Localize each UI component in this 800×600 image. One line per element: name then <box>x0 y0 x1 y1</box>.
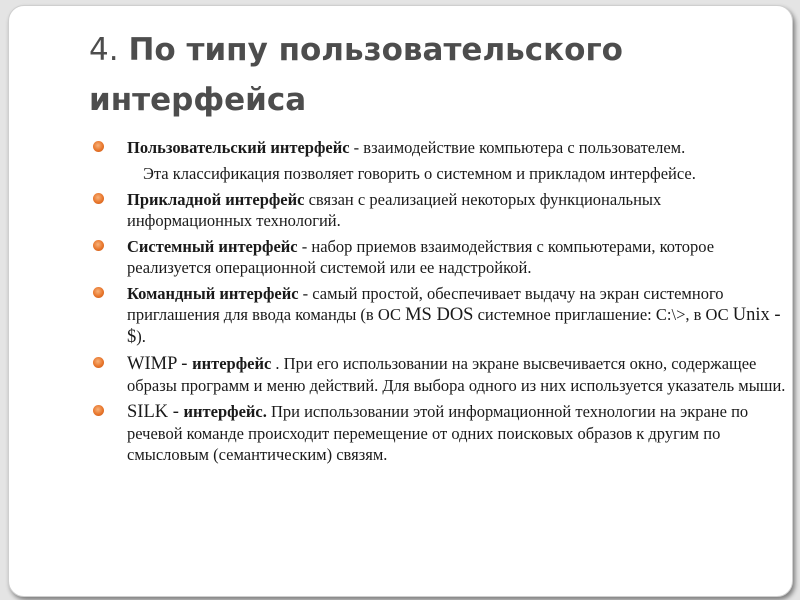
item-text: - взаимодействие компьютера с пользователем. <box>349 138 686 157</box>
bullet-icon <box>93 405 104 416</box>
slide-title <box>89 25 749 125</box>
item-text: Эта классификация позволяет говорить о системном и прикладом интерфейсе. <box>143 164 696 183</box>
list-item-command-interface <box>89 283 789 348</box>
list-item-system-interface <box>89 236 789 278</box>
slide-content <box>89 137 789 470</box>
bullet-icon <box>93 240 104 251</box>
item-text: . При его использовании на экране высвечивается окно, содержащее образы программ и меню действий. Для выбора одного из них используется указатель мыши. <box>127 354 786 395</box>
list-item-wimp-interface <box>89 353 789 396</box>
bullet-icon <box>93 357 104 368</box>
item-term: Системный интерфейс <box>127 237 298 256</box>
list-item-classification-note <box>89 163 789 184</box>
item-term: интерфейс. <box>183 402 267 421</box>
item-term-abbr: SILK - <box>127 402 184 422</box>
item-text: ). <box>136 327 146 346</box>
item-term: Пользовательский интерфейс <box>127 138 350 157</box>
item-text: связан с реализацией некоторых функциональных информационных технологий. <box>127 190 662 230</box>
item-os-name: MS DOS <box>405 305 474 325</box>
list-item-applied-interface <box>89 189 789 231</box>
item-text: При использовании этой информационной технологии на экране по речевой команде происходит перемещение от одних поисковых образов к другим по смысловым (семантическим) связям. <box>127 402 749 464</box>
bullet-icon <box>93 287 104 298</box>
item-os-name: Unix - $ <box>127 305 781 347</box>
slide-title-text: По типу пользовательского интерфейса <box>89 32 623 118</box>
item-text: системное приглашение: C:\>, в ОС <box>473 305 733 324</box>
item-term: Прикладной интерфейс <box>127 190 305 209</box>
item-term: Командный интерфейс <box>127 284 299 303</box>
bullet-icon <box>93 193 104 204</box>
item-text: - набор приемов взаимодействия с компьютерами, которое реализуется операционной системой или ее надстройкой. <box>127 237 715 277</box>
item-term-abbr: WIMP - <box>127 354 193 374</box>
list-item-silk-interface <box>89 401 789 465</box>
item-term: интерфейс <box>192 354 272 373</box>
bullet-icon <box>93 141 104 152</box>
item-text: - самый простой, обеспечивает выдачу на экран системного приглашения для ввода команды (в ОС <box>127 284 724 324</box>
slide <box>8 5 793 597</box>
slide-title-number: 4. <box>89 32 129 68</box>
list-item-user-interface <box>89 137 789 158</box>
